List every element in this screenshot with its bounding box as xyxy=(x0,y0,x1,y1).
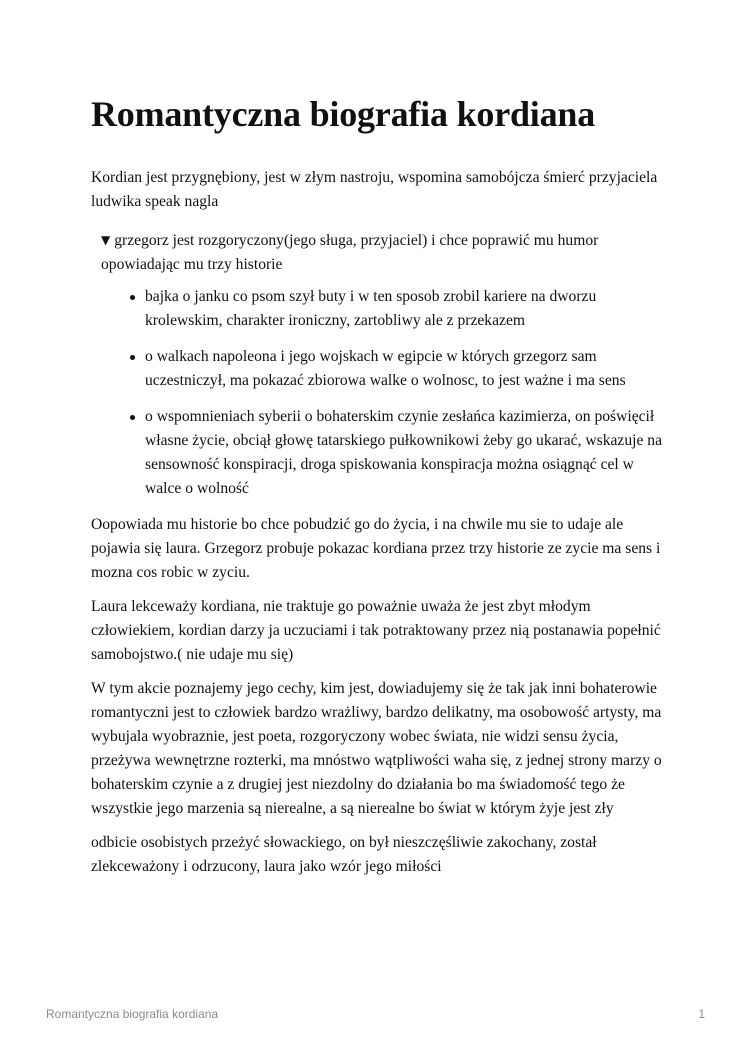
body-paragraph: Oopowiada mu historie bo chce pobudzić go do życia, i na chwile mu sie to udaje ale pojawia się laura. Grzegorz probuje pokazac kordiana przez trzy historie ze zycie ma sens i mozna cos robic w zyciu. xyxy=(91,516,661,581)
triangle-down-icon[interactable]: ▼ xyxy=(101,233,111,247)
list-item xyxy=(145,285,663,333)
bullet-icon xyxy=(130,415,135,420)
toggle-block xyxy=(101,228,663,501)
toggle-header[interactable] xyxy=(101,228,663,277)
document-body xyxy=(91,88,663,889)
body-paragraph: odbicie osobistych przeżyć słowackiego, on był nieszczęśliwie zakochany, został zlekceważony i odrzucony, laura jako wzór jego miłości xyxy=(91,834,597,875)
list-item xyxy=(145,405,663,501)
list-item xyxy=(145,345,663,393)
toggle-heading-text: grzegorz jest rozgoryczony(jego sługa, przyjaciel) i chce poprawić mu humor opowiadając mu trzy historie xyxy=(101,232,599,273)
intro-paragraph: Kordian jest przygnębiony, jest w złym nastroju, wspomina samobójcza śmierć przyjaciela ludwika speak nagla xyxy=(91,169,658,210)
body-paragraph: Laura lekceważy kordiana, nie traktuje go poważnie uważa że jest zbyt młodym człowiekiem, kordian darzy ja uczuciami i tak potraktowany przez nią postanawia popełnić samobojstwo.( nie udaje mu się) xyxy=(91,598,661,663)
list-item-text: o walkach napoleona i jego wojskach w egipcie w których grzegorz sam uczestniczył, ma pokazać zbiorowa walke o wolnosc, to jest ważne i ma sens xyxy=(145,348,626,389)
body-paragraph: W tym akcie poznajemy jego cechy, kim jest, dowiadujemy się że tak jak inni bohaterowie romantyczni jest to człowiek bardzo wrażliwy, bardzo delikatny, ma osobowość artysty, ma wybujala wyobraznie, jest poeta, rozgoryczony wobec świata, nie widzi sensu życia, przeżywa wewnętrzne rozterki, ma mnóstwo wątpliwości waha się, z jednej strony marzy o bohaterskim czynie a z drugiej jest niezdolny do działania bo ma świadomość tego że wszystkie jego marzenia są nierealne, a są nierealne bo świat w którym żyje jest zły xyxy=(91,680,662,817)
page-number: 1 xyxy=(698,1007,705,1021)
list-item-text: o wspomnieniach syberii o bohaterskim czynie zesłańca kazimierza, on poświęcił własne życie, obciął głowę tatarskiego pułkownikowi żeby go ukarać, wskazuje na sensowność konspiracji, droga spiskowania konspiracja można osiągnąć cel w walce o wolność xyxy=(145,408,663,497)
bullet-icon xyxy=(130,355,135,360)
page-title: Romantyczna biografia kordiana xyxy=(91,94,596,134)
footer-title: Romantyczna biografia kordiana xyxy=(46,1007,219,1021)
bullet-list xyxy=(101,285,663,501)
bullet-icon xyxy=(130,295,135,300)
list-item-text: bajka o janku co psom szył buty i w ten sposob zrobil kariere na dworzu krolewskim, charakter ironiczny, zartobliwy ale z przekazem xyxy=(145,288,597,329)
